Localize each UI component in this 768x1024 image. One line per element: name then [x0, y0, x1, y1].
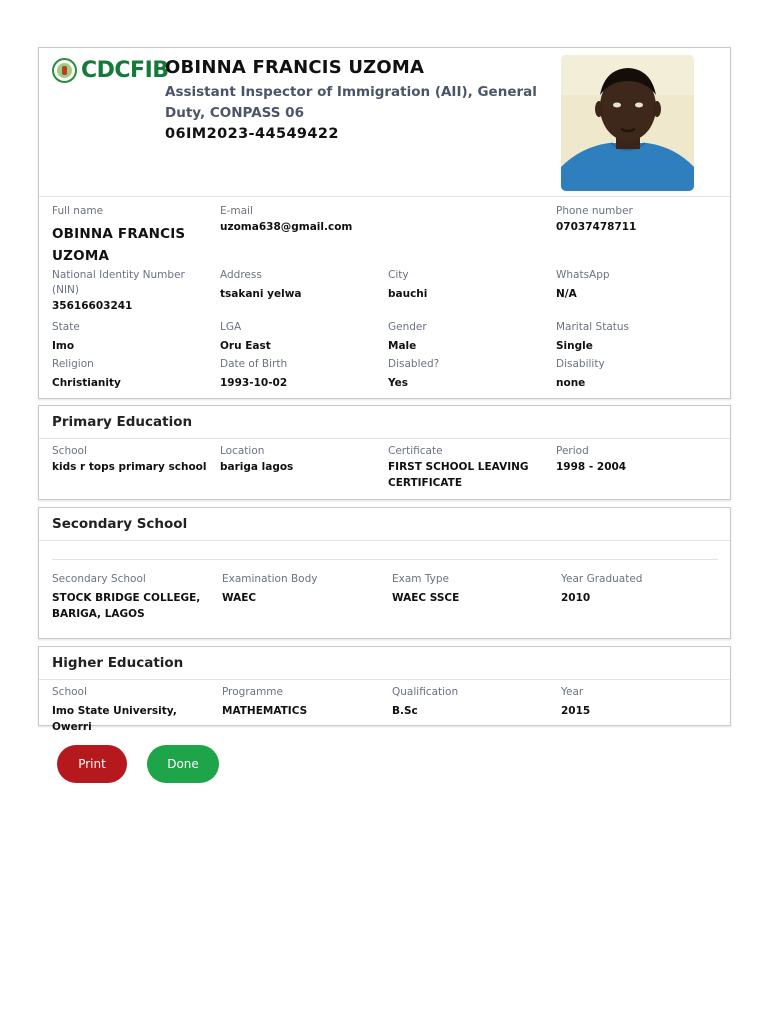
primary-education-card	[38, 405, 731, 500]
primary-period-value: 1998 - 2004	[556, 461, 627, 473]
exam-body-value: WAEC	[222, 592, 257, 604]
higher-school-label: School	[52, 686, 87, 698]
qualification-value: B.Sc	[392, 705, 418, 717]
year-graduated-label: Year Graduated	[561, 573, 643, 585]
profile-card	[38, 47, 731, 399]
print-button[interactable]: Print	[57, 745, 127, 783]
secondary-school-value: STOCK BRIDGE COLLEGE, BARIGA, LAGOS	[52, 592, 201, 620]
nin-value: 35616603241	[52, 300, 133, 312]
dob-label: Date of Birth	[220, 358, 288, 370]
religion-label: Religion	[52, 358, 94, 370]
lga-value: Oru East	[220, 340, 271, 352]
gender-label: Gender	[388, 321, 427, 333]
cdcfib-logo	[52, 58, 169, 83]
marital-value: Single	[556, 340, 593, 352]
primary-location-value: bariga lagos	[220, 461, 294, 473]
city-label: City	[388, 269, 409, 281]
state-value: Imo	[52, 340, 75, 352]
email-value: uzoma638@gmail.com	[220, 221, 353, 233]
disability-value: none	[556, 377, 586, 389]
programme-label: Programme	[222, 686, 283, 698]
secondary-school-card	[38, 507, 731, 639]
primary-education-title: Primary Education	[52, 414, 193, 430]
candidate-name: OBINNA FRANCIS UZOMA	[165, 57, 425, 78]
disabled-value: Yes	[388, 377, 409, 389]
address-label: Address	[220, 269, 262, 281]
primary-period-label: Period	[556, 445, 589, 457]
higher-school-value: Imo State University, Owerri	[52, 705, 177, 733]
application-id: 06IM2023-44549422	[165, 126, 339, 142]
full-name-label: Full name	[52, 205, 104, 217]
phone-value: 07037478711	[556, 221, 637, 233]
programme-value: MATHEMATICS	[222, 705, 308, 717]
year-graduated-value: 2010	[561, 592, 591, 604]
lga-label: LGA	[220, 321, 242, 333]
qualification-label: Qualification	[392, 686, 459, 698]
secondary-school-title: Secondary School	[52, 516, 188, 532]
logo-text: CDCFIB	[81, 58, 169, 83]
phone-label: Phone number	[556, 205, 633, 217]
higher-year-value: 2015	[561, 705, 591, 717]
disabled-label: Disabled?	[388, 358, 440, 370]
higher-education-card	[38, 646, 731, 733]
nigeria-coat-of-arms-icon	[52, 58, 77, 83]
marital-label: Marital Status	[556, 321, 629, 333]
candidate-photo	[561, 55, 694, 191]
dob-value: 1993-10-02	[220, 377, 288, 389]
higher-year-label: Year	[561, 686, 584, 698]
email-label: E-mail	[220, 205, 253, 217]
secondary-school-label: Secondary School	[52, 573, 146, 585]
exam-type-value: WAEC SSCE	[392, 592, 460, 604]
candidate-rank: Assistant Inspector of Immigration (AII), General Duty, CONPASS 06	[165, 84, 537, 121]
primary-school-label: School	[52, 445, 87, 457]
primary-school-value: kids r tops primary school	[52, 461, 207, 473]
whatsapp-value: N/A	[556, 288, 577, 300]
nin-label: National Identity Number (NIN)	[52, 269, 185, 296]
state-label: State	[52, 321, 80, 333]
primary-location-label: Location	[220, 445, 265, 457]
profile-header	[39, 48, 730, 197]
address-value: tsakani yelwa	[220, 288, 302, 300]
gender-value: Male	[388, 340, 417, 352]
city-value: bauchi	[388, 288, 428, 300]
primary-certificate-value: FIRST SCHOOL LEAVING CERTIFICATE	[388, 461, 529, 489]
higher-education-title: Higher Education	[52, 655, 184, 671]
exam-body-label: Examination Body	[222, 573, 318, 585]
disability-label: Disability	[556, 358, 605, 370]
religion-value: Christianity	[52, 377, 121, 389]
primary-certificate-label: Certificate	[388, 445, 443, 457]
full-name-value: OBINNA FRANCIS UZOMA	[52, 226, 186, 264]
done-button[interactable]: Done	[147, 745, 219, 783]
exam-type-label: Exam Type	[392, 573, 449, 585]
whatsapp-label: WhatsApp	[556, 269, 610, 281]
